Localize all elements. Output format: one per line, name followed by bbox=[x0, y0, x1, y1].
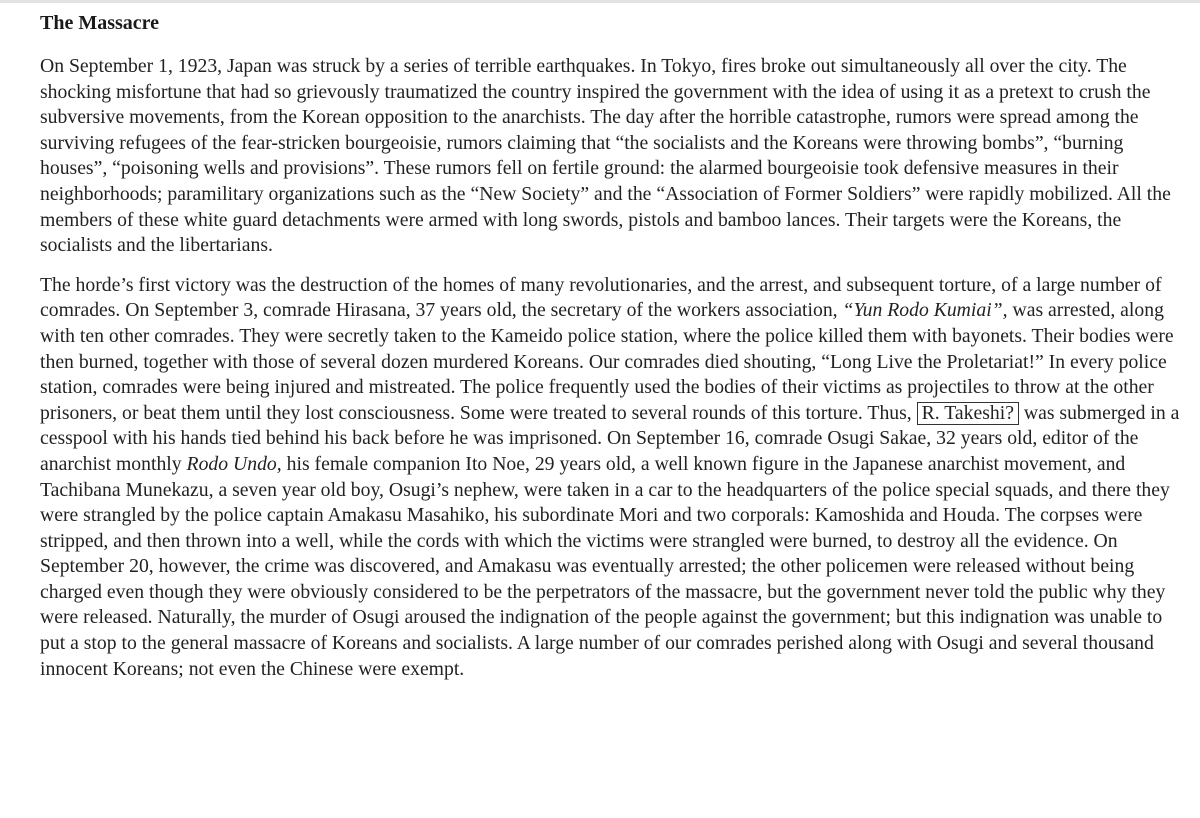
text-segment: was submerged in a cesspool with his hands tied behind his back before he was imprisoned. On September 16, comrade Osugi Sakae, 32 years old, editor of the anarchist monthly bbox=[40, 401, 1180, 475]
top-divider bbox=[0, 0, 1200, 3]
section-heading: The Massacre bbox=[40, 12, 160, 34]
union-name: “Yun Rodo Kumiai”, bbox=[842, 299, 1008, 322]
article-body bbox=[40, 10, 1190, 696]
text-segment: The horde’s first victory was the destruction of the homes of many revolutionaries, and the arrest, and subsequent torture, of a large number of comrades. On September 3, comrade Hirasana, 37 years old, the secretary of the workers association, bbox=[40, 273, 1162, 322]
journal-name: Rodo Undo, bbox=[186, 452, 282, 475]
paragraph-earthquake: On September 1, 1923, Japan was struck by a series of terrible earthquakes. In Tokyo, fires broke out simultaneously all over the city. The shocking misfortune that had so grievously traumatized the country inspired the government with the idea of using it as a pretext to crush the subversive movements, from the Korean opposition to the anarchists. The day after the horrible catastrophe, rumors were spread among the surviving refugees of the fear-stricken bourgeoisie, rumors claiming that “the socialists and the Koreans were throwing bombs”, “burning houses”, “poisoning wells and provisions”. These rumors fell on fertile ground: the alarmed bourgeoisie took defensive measures in their neighborhoods; paramilitary organizations such as the “New Society” and the “Association of Former Soldiers” were rapidly mobilized. All the members of these white guard detachments were armed with long swords, pistols and bamboo lances. Their targets were the Koreans, the socialists and the libertarians. bbox=[40, 55, 1171, 257]
paragraph-horde bbox=[40, 273, 1190, 683]
text-segment: his female companion Ito Noe, 29 years old, a well known figure in the Japanese anarchist movement, and Tachibana Munekazu, a seven year old boy, Osugi’s nephew, were taken in a car to the headquarters of the police special squads, and there they were strangled by the police captain Amakasu Masahiko, his subordinate Mori and two corporals: Kamoshida and Houda. The corpses were stripped, and then thrown into a well, while the cords with which the victims were strangled were burned, to destroy all the evidence. On September 20, however, the crime was discovered, and Amakasu was eventually arrested; the other policemen were released without being charged even though they were obviously considered to be the perpetrators of the massacre, but the government never told the public why they were released. Naturally, the murder of Osugi aroused the indignation of the people against the government; but this indignation was unable to put a stop to the general massacre of Koreans and socialists. A large number of our comrades perished along with Osugi and several thousand innocent Koreans; not even the Chinese were exempt. bbox=[40, 452, 1170, 680]
text-segment: was arrested, along with ten other comrades. They were secretly taken to the Kameido police station, where the police killed them with bayonets. Their bodies were then burned, together with those of several dozen murdered Koreans. Our comrades died shouting, “Long Live the Proletariat!” In every police station, comrades were being injured and mistreated. The police frequently used the bodies of their victims as projectiles to throw at the other prisoners, or beat them until they lost consciousness. Some were treated to several rounds of this torture. Thus, bbox=[40, 299, 1174, 424]
bracketed-name: R. Takeshi? bbox=[917, 402, 1019, 425]
